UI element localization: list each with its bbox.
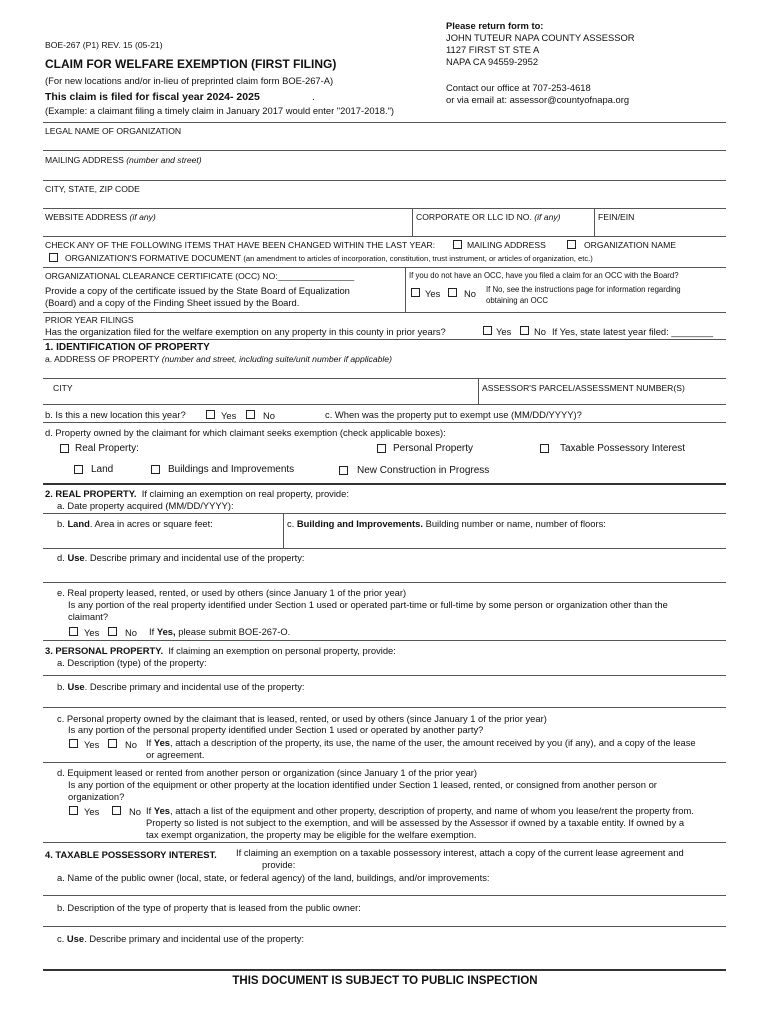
equipment-leased-yes-label: Yes bbox=[84, 806, 100, 817]
possessory-use-label: c. Use. Describe primary and incidental use of the property: bbox=[57, 933, 305, 944]
personal-leased-instruction-line2: or agreement. bbox=[146, 749, 205, 760]
personal-desc-label: a. Description (type) of the property: bbox=[57, 657, 207, 668]
fiscal-year-example: (Example: a claimant filing a timely claim in January 2017 would enter "2017-2018.") bbox=[45, 105, 395, 116]
section3-heading: 3. PERSONAL PROPERTY. If claiming an exemption on personal property, provide: bbox=[45, 645, 396, 656]
real-leased-no-label: No bbox=[125, 627, 137, 638]
return-label: Please return form to: bbox=[446, 20, 544, 31]
section1-heading: 1. IDENTIFICATION OF PROPERTY bbox=[45, 342, 210, 353]
equipment-leased-instruction: If Yes, attach a list of the equipment and other property, description of property, and name of whom you lease/rent the property from. bbox=[146, 805, 694, 816]
mailing-address-changed-label: MAILING ADDRESS bbox=[467, 240, 546, 250]
personal-leased-no-checkbox[interactable] bbox=[108, 739, 117, 748]
divider bbox=[405, 267, 406, 312]
occ-no-label: No bbox=[464, 288, 476, 299]
personal-leased-no-label: No bbox=[125, 739, 137, 750]
date-acquired-label: a. Date property acquired (MM/DD/YYYY): bbox=[57, 500, 234, 511]
new-construction-label: New Construction in Progress bbox=[357, 465, 490, 476]
form-id: BOE-267 (P1) REV. 15 (05-21) bbox=[45, 40, 163, 50]
divider bbox=[594, 208, 595, 236]
personal-desc-field[interactable] bbox=[43, 675, 726, 676]
divider bbox=[43, 267, 726, 268]
fein-label: FEIN/EIN bbox=[598, 212, 635, 222]
leased-type-field[interactable] bbox=[43, 926, 726, 927]
prior-yes-checkbox[interactable] bbox=[483, 326, 492, 335]
divider bbox=[412, 208, 413, 236]
building-label: c. Building and Improvements. Building number or name, number of floors: bbox=[287, 518, 606, 529]
occ-provide-line1: Provide a copy of the certificate issued by the State Board of Equalization bbox=[45, 285, 350, 296]
divider bbox=[43, 483, 726, 485]
city-state-zip-field[interactable] bbox=[43, 208, 726, 209]
exempt-use-date-question: c. When was the property put to exempt use (MM/DD/YYYY)? bbox=[325, 409, 582, 420]
land-label: Land bbox=[91, 464, 114, 475]
public-owner-field[interactable] bbox=[43, 895, 726, 896]
return-line2: 1127 FIRST ST STE A bbox=[446, 44, 540, 55]
new-location-yes-checkbox[interactable] bbox=[206, 410, 215, 419]
property-city-field[interactable] bbox=[43, 404, 726, 405]
occ-yes-label: Yes bbox=[425, 288, 441, 299]
prior-yes-label: Yes bbox=[496, 326, 512, 337]
real-property-checkbox[interactable] bbox=[60, 444, 69, 453]
fiscal-year-label: This claim is filed for fiscal year 2024- 2025 bbox=[45, 91, 260, 103]
land-checkbox[interactable] bbox=[74, 465, 83, 474]
new-construction-checkbox[interactable] bbox=[339, 466, 348, 475]
real-leased-yes-label: Yes bbox=[84, 627, 100, 638]
divider bbox=[43, 842, 726, 843]
new-location-question: b. Is this a new location this year? bbox=[45, 409, 186, 420]
form-subtitle: (For new locations and/or in-lieu of preprinted claim form BOE-267-A) bbox=[45, 75, 334, 86]
real-property-label: Real Property: bbox=[75, 443, 139, 454]
real-leased-instruction: If Yes, please submit BOE-267-O. bbox=[149, 626, 291, 637]
equipment-leased-yes-checkbox[interactable] bbox=[69, 806, 78, 815]
occ-yes-checkbox[interactable] bbox=[411, 288, 420, 297]
prior-latest-year: If Yes, state latest year filed: ________ bbox=[552, 326, 714, 337]
property-address-field[interactable] bbox=[43, 378, 726, 379]
formative-doc-changed-label: ORGANIZATION'S FORMATIVE DOCUMENT (an amendment to articles of incorporation, constitution, trust instrument, or articles of organization, etc.) bbox=[65, 253, 593, 263]
mailing-address-field[interactable] bbox=[43, 180, 726, 181]
buildings-label: Buildings and Improvements bbox=[168, 464, 295, 475]
apn-label: ASSESSOR'S PARCEL/ASSESSMENT NUMBER(S) bbox=[482, 383, 685, 393]
divider bbox=[283, 513, 284, 548]
section4-heading-tail-line2: provide: bbox=[262, 859, 296, 870]
equipment-leased-line2: Is any portion of the equipment or other property at the location identified under Section 1 leased, rented, or consigned from another person or bbox=[68, 779, 657, 790]
formative-doc-changed-checkbox[interactable] bbox=[49, 253, 58, 262]
personal-property-label: Personal Property bbox=[393, 443, 474, 454]
occ-provide-line2: (Board) and a copy of the Finding Sheet issued by the Board. bbox=[45, 297, 300, 308]
prior-filings-label: PRIOR YEAR FILINGS bbox=[45, 315, 134, 325]
personal-use-field[interactable] bbox=[43, 707, 726, 708]
section2-heading: 2. REAL PROPERTY. If claiming an exemption on real property, provide: bbox=[45, 488, 349, 499]
fiscal-year-dot: . bbox=[312, 92, 315, 103]
real-leased-line2: Is any portion of the real property identified under Section 1 used or operated part-time or full-time by some person or organization other than the bbox=[68, 599, 668, 610]
real-leased-no-checkbox[interactable] bbox=[108, 627, 117, 636]
section4-heading: 4. TAXABLE POSSESSORY INTEREST. bbox=[45, 849, 217, 860]
prior-no-label: No bbox=[534, 326, 546, 337]
leased-type-label: b. Description of the type of property that is leased from the public owner: bbox=[57, 902, 361, 913]
equipment-leased-instruction-line2: Property so listed is not subject to the exemption, and will be assessed by the Assessor if owned by a taxable entity. If owned by a bbox=[146, 817, 685, 828]
new-location-no-checkbox[interactable] bbox=[246, 410, 255, 419]
taxable-possessory-checkbox[interactable] bbox=[540, 444, 549, 453]
contact-line1: Contact our office at 707-253-4618 bbox=[446, 82, 591, 93]
org-name-changed-checkbox[interactable] bbox=[567, 240, 576, 249]
personal-leased-yes-checkbox[interactable] bbox=[69, 739, 78, 748]
personal-leased-line1: c. Personal property owned by the claimant that is leased, rented, or used by others (since January 1 of the prior year) bbox=[57, 713, 547, 724]
divider bbox=[43, 422, 726, 423]
divider bbox=[43, 312, 726, 313]
website-field[interactable] bbox=[43, 236, 726, 237]
real-leased-line1: e. Real property leased, rented, or used by others (since January 1 of the prior year) bbox=[57, 587, 407, 598]
land-area-field[interactable] bbox=[43, 548, 726, 549]
taxable-possessory-label: Taxable Possessory Interest bbox=[560, 443, 686, 454]
personal-leased-line2: Is any portion of the personal property identified under Section 1 used or operated by another party? bbox=[68, 724, 484, 735]
occ-no-checkbox[interactable] bbox=[448, 288, 457, 297]
divider bbox=[478, 378, 479, 404]
new-location-yes-label: Yes bbox=[221, 410, 237, 421]
website-label: WEBSITE ADDRESS (if any) bbox=[45, 212, 156, 222]
new-location-no-label: No bbox=[263, 410, 275, 421]
public-owner-label: a. Name of the public owner (local, state, or federal agency) of the land, buildings, and/or improvements: bbox=[57, 872, 490, 883]
divider bbox=[43, 640, 726, 641]
contact-line2: or via email at: assessor@countyofnapa.org bbox=[446, 94, 630, 105]
corp-id-label: CORPORATE OR LLC ID NO. (if any) bbox=[416, 212, 561, 222]
real-use-field[interactable] bbox=[43, 582, 726, 583]
divider bbox=[43, 969, 726, 971]
return-line3: NAPA CA 94559-2952 bbox=[446, 56, 539, 67]
mailing-address-changed-checkbox[interactable] bbox=[453, 240, 462, 249]
mailing-address-label: MAILING ADDRESS (number and street) bbox=[45, 155, 202, 165]
real-leased-line3: claimant? bbox=[68, 611, 109, 622]
equipment-leased-line3: organization? bbox=[68, 791, 125, 802]
prior-no-checkbox[interactable] bbox=[520, 326, 529, 335]
personal-property-checkbox[interactable] bbox=[377, 444, 386, 453]
property-address-label: a. ADDRESS OF PROPERTY (number and street, including suite/unit number if applicable) bbox=[45, 354, 392, 364]
personal-use-label: b. Use. Describe primary and incidental use of the property: bbox=[57, 681, 305, 692]
org-name-changed-label: ORGANIZATION NAME bbox=[584, 240, 676, 250]
legal-name-field[interactable] bbox=[43, 150, 726, 151]
personal-leased-instruction: If Yes, attach a description of the property, its use, the name of the user, the amount received by you (if any), and a copy of the lease bbox=[146, 737, 696, 748]
prior-filings-question: Has the organization filed for the welfare exemption on any property in this county in prior years? bbox=[45, 326, 446, 337]
date-acquired-field[interactable] bbox=[43, 513, 726, 514]
divider bbox=[43, 122, 726, 123]
buildings-checkbox[interactable] bbox=[151, 465, 160, 474]
land-area-label: b. Land. Area in acres or square feet: bbox=[57, 518, 213, 529]
city-state-zip-label: CITY, STATE, ZIP CODE bbox=[45, 184, 140, 194]
real-use-label: d. Use. Describe primary and incidental use of the property: bbox=[57, 552, 305, 563]
form-title: CLAIM FOR WELFARE EXEMPTION (FIRST FILING) bbox=[45, 57, 337, 71]
occ-note-line2: obtaining an OCC bbox=[486, 296, 548, 305]
real-leased-yes-checkbox[interactable] bbox=[69, 627, 78, 636]
equipment-leased-instruction-line3: tax exempt organization, the property may be eligible for the welfare exemption. bbox=[146, 829, 477, 840]
equipment-leased-no-checkbox[interactable] bbox=[112, 806, 121, 815]
property-owned-question: d. Property owned by the claimant for which claimant seeks exemption (check applicable boxes): bbox=[45, 427, 446, 438]
personal-leased-yes-label: Yes bbox=[84, 739, 100, 750]
equipment-leased-no-label: No bbox=[129, 806, 141, 817]
property-city-label: CITY bbox=[53, 383, 73, 393]
legal-name-label: LEGAL NAME OF ORGANIZATION bbox=[45, 126, 182, 136]
equipment-leased-line1: d. Equipment leased or rented from another person or organization (since January 1 of the prior year) bbox=[57, 767, 478, 778]
occ-question: If you do not have an OCC, have you filed a claim for an OCC with the Board? bbox=[409, 271, 679, 280]
changes-label: CHECK ANY OF THE FOLLOWING ITEMS THAT HAVE BEEN CHANGED WITHIN THE LAST YEAR: bbox=[45, 240, 436, 250]
occ-note-line1: If No, see the instructions page for information regarding bbox=[486, 285, 681, 294]
occ-label: ORGANIZATIONAL CLEARANCE CERTIFICATE (OCC) NO:________________ bbox=[45, 271, 355, 281]
section4-heading-tail: If claiming an exemption on a taxable possessory interest, attach a copy of the current lease agreement and bbox=[236, 847, 684, 858]
public-inspection-notice: THIS DOCUMENT IS SUBJECT TO PUBLIC INSPECTION bbox=[232, 975, 538, 987]
return-line1: JOHN TUTEUR NAPA COUNTY ASSESSOR bbox=[446, 32, 635, 43]
divider bbox=[43, 339, 726, 340]
divider bbox=[43, 762, 726, 763]
